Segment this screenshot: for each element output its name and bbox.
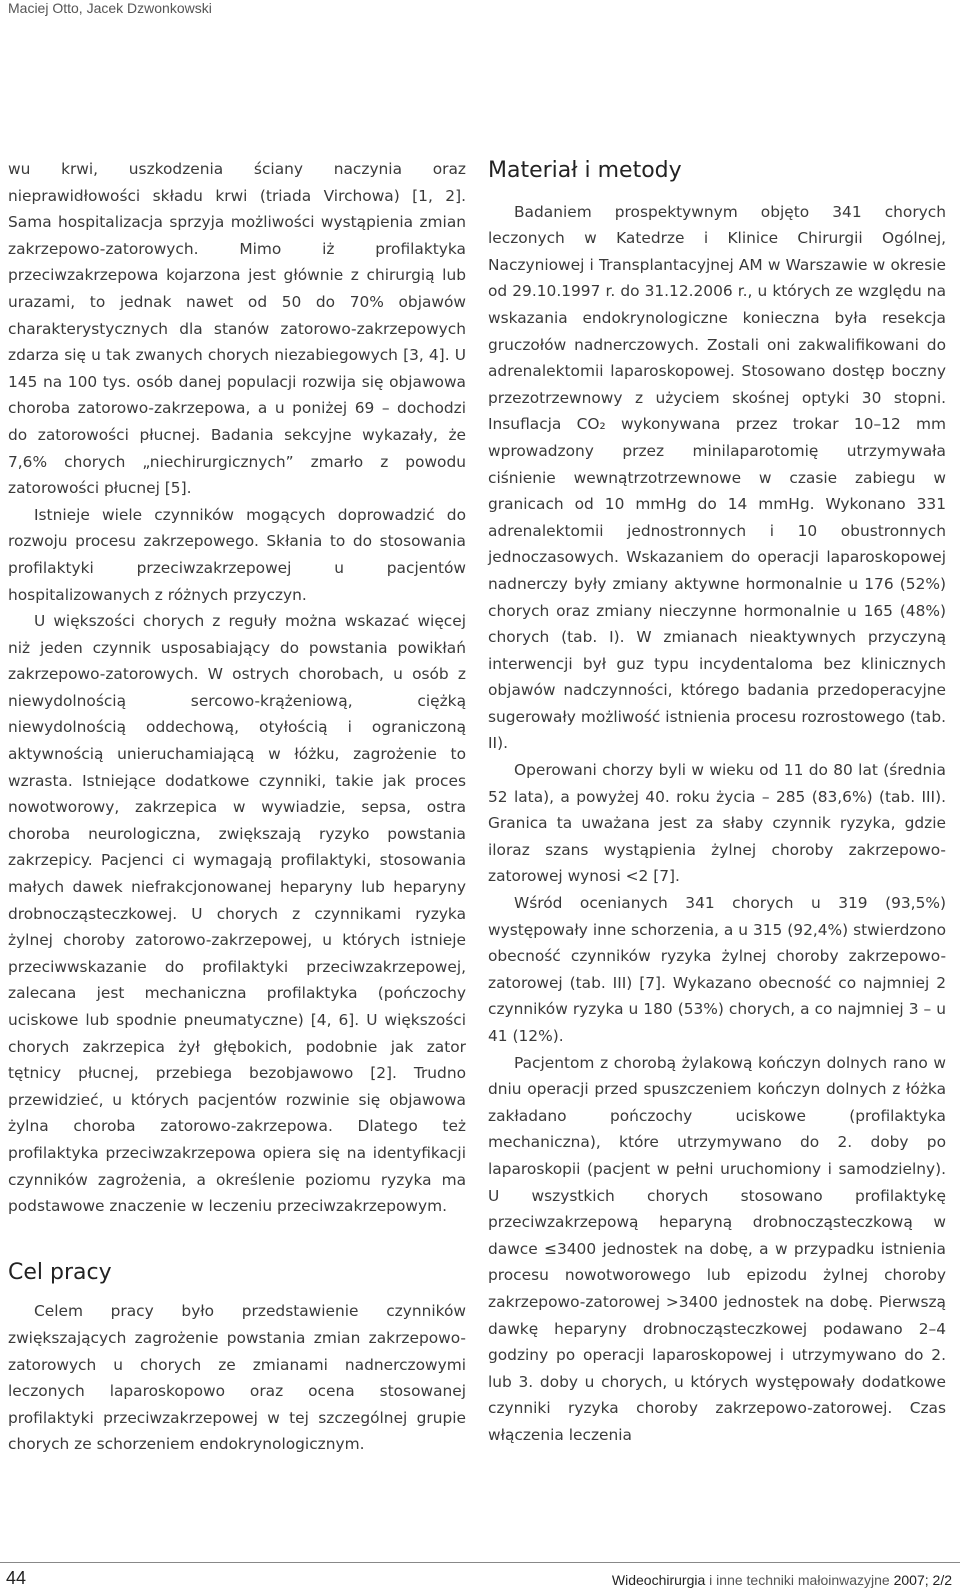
body-paragraph: wu krwi, uszkodzenia ściany naczynia oraz nieprawidłowości składu krwi (triada Virchowa) [1, 2]. Sama hospitalizacja sprzyja możliwości wystąpienia zmian zakrzepowo-zatorowych. Mimo iż profilaktyka przeciwzakrzepowa kojarzona jest głównie z chirurgią lub urazami, to jednak nawet od 50 do 70% objawów charakterystycznych dla stanów zatorowo-zakrzepowych zdarza się u tak zwanych chorych niezabiegowych [3, 4]. U 145 na 100 tys. osób danej populacji rozwija się objawowa choroba zatorowo-zakrzepowa, a u poniżej 69 – dochodzi do zatorowości płucnej. Badania sekcyjne wykazały, że 7,6% chorych „niechirurgicznych” zmarło z powodu zatorowości płucnej [5].: [8, 160, 466, 498]
footer-divider: [0, 1562, 960, 1563]
body-paragraph: Celem pracy było przedstawienie czynników zwiększających zagrożenie powstania zmian zakrzepowo-zatorowych u chorych ze zmianami nadnerczowymi leczonych laparoskopowo oraz ocena stosowanej profilaktyki przeciwzakrzepowej w tej szczególnej grupie chorych ze schorzeniem endokrynologicznym.: [8, 1302, 466, 1454]
section-heading-cel-pracy: Cel pracy: [8, 1259, 112, 1285]
journal-name: Wideochirurgia: [611, 1572, 706, 1588]
section-heading-material-i-metody: Materiał i metody: [488, 158, 682, 183]
page-number: 44: [6, 1568, 27, 1588]
running-head-authors: Maciej Otto, Jacek Dzwonkowski: [8, 0, 212, 16]
journal-footer: [612, 1572, 952, 1588]
body-paragraph: Badaniem prospektywnym objęto 341 chorych leczonych w Katedrze i Klinice Chirurgii Ogólnej, Naczyniowej i Transplantacyjnej AM w Warszawie w okresie od 29.10.1997 r. do 31.12.2006 r., u których ze względu na wskazania endokrynologiczne konieczna była resekcja gruczołów nadnerczowych. Zostali oni zakwalifikowani do adrenalektomii laparoskopowej. Stosowano dostęp boczny przezotrzewnowy z użyciem skośnej optyki 30 stopni. Insuflacja CO₂ wykonywana przez trokar 10–12 mm wprowadzony przez minilaparotomię utrzymywała ciśnienie wewnątrzotrzewnowe w czasie zabiegu w granicach od 10 mmHg do 14 mmHg. Wykonano 331 adrenalektomii jednostronnych i 10 obustronnych jednoczasowych. Wskazaniem do operacji laparoskopowej nadnerczy były zmiany aktywne hormonalnie u 176 (52%) chorych oraz zmiany nieczynne hormonalnie u 165 (48%) chorych (tab. I). W zmianach nieaktywnych przyczyną interwencji był guz typu incydentaloma bez klinicznych objawów nadczynności, którego badania przedoperacyjne sugerowały możliwość istnienia procesu rozrostowego (tab. II).: [488, 202, 946, 753]
body-paragraph: Pacjentom z chorobą żylakową kończyn dolnych rano w dniu operacji przed spuszczeniem kończyn dolnych z łóżka zakładano pończochy uciskowe (profilaktyka mechaniczna), które utrzymywano do 2. doby po laparoskopii (pacjent w pełni uruchomiony i samodzielny). U wszystkich chorych stosowano profilaktykę przeciwzakrzepową heparyną drobnocząsteczkową w dawce ≤3400 jednostek na dobę, a w przypadku istnienia procesu nowotworowego lub epizodu żylnej choroby zakrzepowo-zatorowej >3400 jednostek na dobę. Pierwszą dawkę heparyny drobnocząsteczkowej podawano 2–4 godziny po operacji laparoskopowej i utrzymywano do 2. lub 3. doby u chorych, u których występowały dodatkowe czynniki ryzyka choroby zakrzepowo-zatorowej. Czas włączenia leczenia: [488, 1053, 946, 1444]
left-column: [8, 156, 466, 1458]
body-paragraph: U większości chorych z reguły można wskazać więcej niż jeden czynnik usposabiający do powstania powikłań zakrzepowo-zatorowych. W ostrych chorobach, u osób z niewydolnością sercowo-krążeniową, ciężką niewydolnością oddechową, otyłością i ograniczoną aktywnością unieruchamiającą w łóżku, zagrożenie to wzrasta. Istniejące dodatkowe czynniki, takie jak proces nowotworowy, zakrzepica w wywiadzie, sepsa, ostra choroba neurologiczna, zwiększają ryzyko powstania zakrzepicy. Pacjenci ci wymagają profilaktyki, stosowania małych dawek niefrakcjonowanej heparyny lub heparyny drobnocząsteczkowej. U chorych z czynnikami ryzyka żylnej choroby zatorowo-zakrzepowej, u których istnieje przeciwwskazanie do profilaktyki przeciwzakrzepowej, zalecana jest mechaniczna profilaktyka (pończochy uciskowe lub spodnie pneumatyczne) [4, 6]. U większości chorych zakrzepica żył głębokich, podobnie jak zator tętnicy płucnej, przebiega bezobjawowo [2]. Trudno przewidzieć, u których pacjentów rozwinie się objawowa żylna choroba zatorowo-zakrzepowa. Dlatego też profilaktyka przeciwzakrzepowa opiera się na identyfikacji czynników zagrożenia, a określenie poziomu ryzyka ma podstawowe znaczenie w leczeniu przeciwzakrzepowym.: [8, 612, 466, 1216]
journal-subtitle: i inne techniki małoinwazyjne: [705, 1572, 894, 1588]
body-paragraph: Wśród ocenianych 341 chorych u 319 (93,5%) występowały inne schorzenia, a u 315 (92,4%) stwierdzono obecność czynników ryzyka żylnej choroby zakrzepowo-zatorowej (tab. III) [7]. Wykazano obecność co najmniej 2 czynników ryzyka u 180 (53%) chorych, a co najmniej 3 – u 41 (12%).: [488, 894, 946, 1045]
right-column: [488, 158, 946, 1449]
body-paragraph: Operowani chorzy byli w wieku od 11 do 80 lat (średnia 52 lata), a powyżej 40. roku życia – 285 (83,6%) (tab. III). Granica ta uważana jest za słaby czynnik ryzyka, gdzie iloraz szans wystąpienia żylnej choroby zakrzepowo-zatorowej wynosi <2 [7].: [488, 761, 946, 886]
body-paragraph: Istnieje wiele czynników mogących doprowadzić do rozwoju procesu zakrzepowego. Skłania to do stosowania profilaktyki przeciwzakrzepowej u pacjentów hospitalizowanych z różnych przyczyn.: [8, 505, 466, 604]
journal-issue: 2007; 2/2: [893, 1572, 952, 1588]
